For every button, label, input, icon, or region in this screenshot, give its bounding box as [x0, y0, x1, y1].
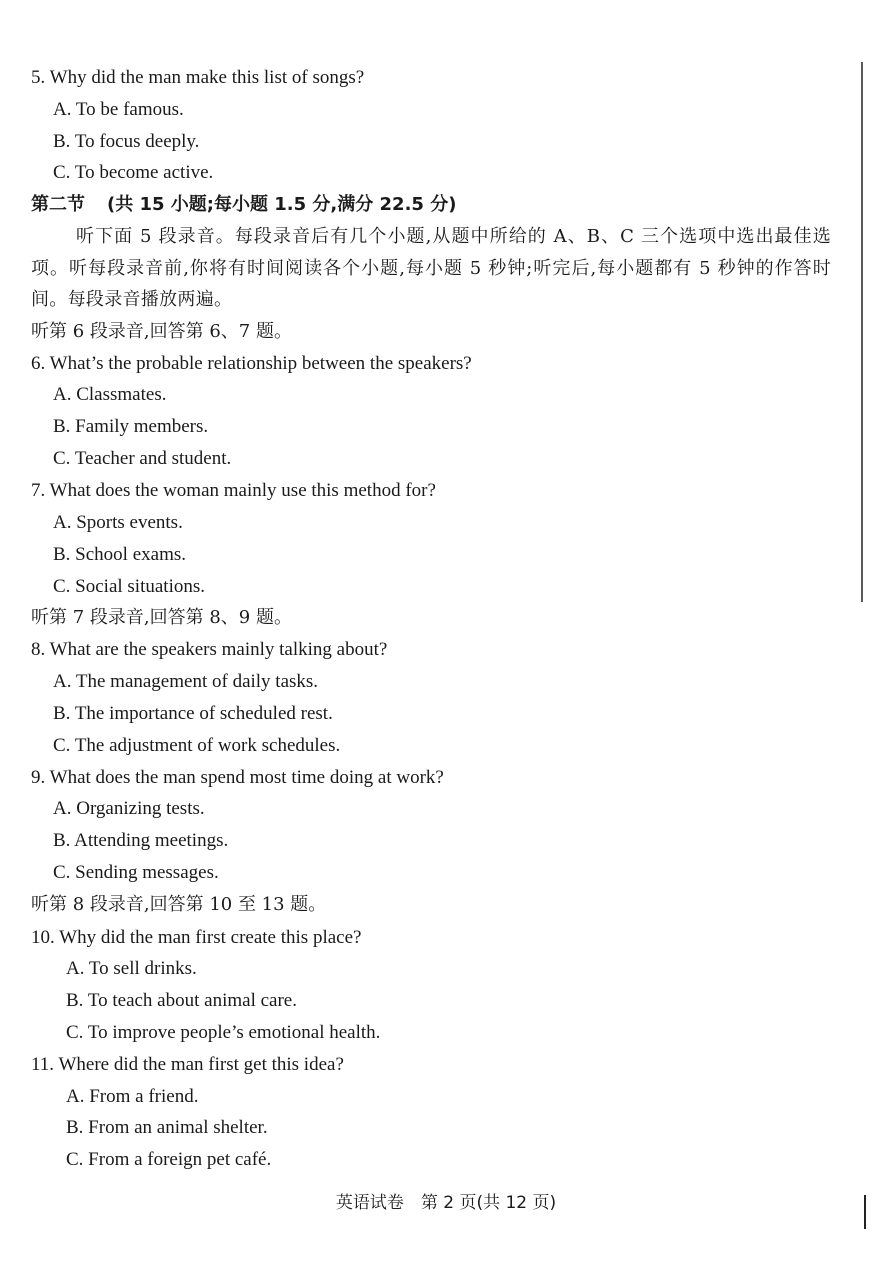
option-6a: A. Classmates.: [53, 384, 167, 405]
option-9c: C. Sending messages.: [53, 862, 219, 883]
option-5b: B. To focus deeply.: [53, 131, 200, 152]
question-6: 6. What’s the probable relationship between the speakers?: [31, 353, 472, 374]
option-9b: B. Attending meetings.: [53, 830, 229, 851]
option-7a: A. Sports events.: [53, 512, 183, 533]
option-11b: B. From an animal shelter.: [66, 1117, 268, 1138]
audio-instruction-8: 听第 8 段录音,回答第 10 至 13 题。: [31, 894, 327, 915]
option-8b: B. The importance of scheduled rest.: [53, 703, 333, 724]
option-6c: C. Teacher and student.: [53, 448, 232, 469]
question-5: 5. Why did the man make this list of songs?: [31, 67, 365, 88]
scan-edge-line: [861, 62, 863, 602]
page-footer: 英语试卷 第 2 页(共 12 页): [335, 1193, 557, 1213]
option-11a: A. From a friend.: [66, 1086, 199, 1107]
scan-edge-tick: [864, 1195, 866, 1229]
section-title: 第二节: [31, 194, 85, 215]
option-9a: A. Organizing tests.: [53, 798, 205, 819]
option-7b: B. School exams.: [53, 544, 186, 565]
option-5c: C. To become active.: [53, 162, 214, 183]
question-8: 8. What are the speakers mainly talking about?: [31, 639, 388, 660]
section-scoring: (共 15 小题;每小题 1.5 分,满分 22.5 分): [107, 194, 457, 215]
option-7c: C. Social situations.: [53, 576, 205, 597]
section-heading: [31, 193, 456, 217]
audio-instruction-7: 听第 7 段录音,回答第 8、9 题。: [31, 607, 292, 628]
section-instructions: 听下面 5 段录音。每段录音后有几个小题,从题中所给的 A、B、C 三个选项中选出最佳选项。听每段录音前,你将有时间阅读各个小题,每小题 5 秒钟;听完后,每小题都有 5 秒钟的作答时间。每段录音播放两遍。: [31, 226, 831, 310]
option-8c: C. The adjustment of work schedules.: [53, 735, 341, 756]
option-6b: B. Family members.: [53, 416, 209, 437]
option-5a: A. To be famous.: [53, 99, 184, 120]
option-10a: A. To sell drinks.: [66, 958, 197, 979]
question-11: 11. Where did the man first get this idea?: [31, 1054, 344, 1075]
option-10b: B. To teach about animal care.: [66, 990, 297, 1011]
audio-instruction-6: 听第 6 段录音,回答第 6、7 题。: [31, 321, 292, 342]
question-7: 7. What does the woman mainly use this method for?: [31, 480, 436, 501]
option-10c: C. To improve people’s emotional health.: [66, 1022, 381, 1043]
question-9: 9. What does the man spend most time doing at work?: [31, 767, 444, 788]
option-11c: C. From a foreign pet café.: [66, 1149, 272, 1170]
question-10: 10. Why did the man first create this place?: [31, 927, 362, 948]
option-8a: A. The management of daily tasks.: [53, 671, 319, 692]
